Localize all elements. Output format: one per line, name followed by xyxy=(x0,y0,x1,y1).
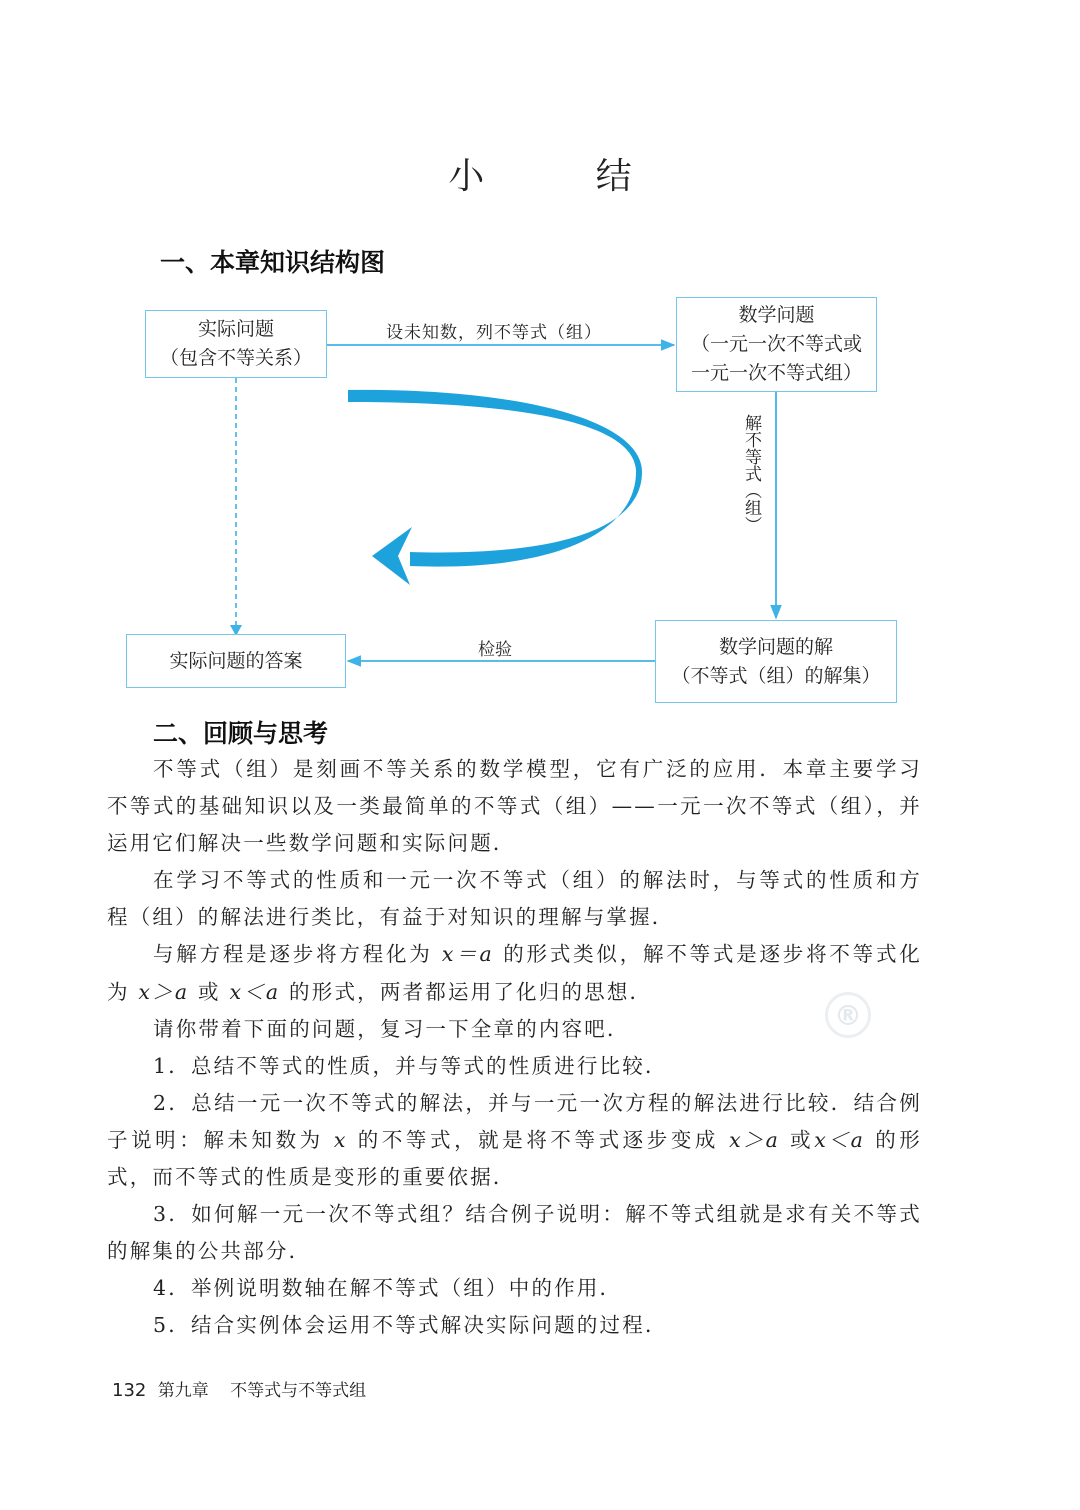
math-x: x xyxy=(333,1127,348,1152)
edge-label-check: 检验 xyxy=(478,640,512,660)
section-heading-review: 二、回顾与思考 xyxy=(153,719,329,748)
node-practical-answer xyxy=(126,634,346,688)
node-answer-label: 实际问题的答案 xyxy=(169,649,303,672)
math-x-lt-a: x＜a xyxy=(229,979,281,1004)
edge-label-solve: 解不等式（组） xyxy=(741,414,761,533)
node-math-line2: （一元一次不等式或 xyxy=(690,333,862,355)
page-title: 小 结 xyxy=(448,156,682,197)
math-x-lt-a-2: x＜a xyxy=(814,1127,866,1152)
question-3: 3．如何解一元一次不等式组？结合例子说明：解不等式组就是求有关不等式的解集的公共部分． xyxy=(107,1202,922,1264)
paragraph-analogy: 在学习不等式的性质和一元一次不等式（组）的解法时，与等式的性质和方程（组）的解法进行类比，有益于对知识的理解与掌握． xyxy=(107,868,922,930)
question-2: 2．总结一元一次不等式的解法，并与一元一次方程的解法进行比较．结合例子说明：解未知数为 x 的不等式，就是将不等式逐步变成 x＞a 或x＜a 的形式，而不等式的性质是变形的重要依据． xyxy=(107,1090,922,1190)
registered-watermark: ® xyxy=(825,992,871,1038)
paragraph-reduction: 与解方程是逐步将方程化为 x＝a 的形式类似，解不等式是逐步将不等式化为 x＞a 或 x＜a 的形式，两者都运用了化归的思想． xyxy=(107,942,922,1004)
page-footer xyxy=(112,1376,366,1401)
section-heading-structure-map: 一、本章知识结构图 xyxy=(160,248,386,277)
node-practical-problem xyxy=(145,310,327,378)
node-math-solution xyxy=(655,620,897,703)
chapter-title: 不等式与不等式组 xyxy=(230,1381,367,1401)
question-5: 5．结合实例体会运用不等式解决实际问题的过程． xyxy=(153,1313,668,1338)
math-x-gt-a-2: x＞a xyxy=(729,1127,781,1152)
node-solution-subtitle: （不等式（组）的解集） xyxy=(671,664,881,687)
math-x-gt-a: x＞a xyxy=(138,979,190,1004)
node-math-title: 数学问题 xyxy=(738,304,815,326)
edge-label-set-unknown: 设未知数，列不等式（组） xyxy=(386,323,602,343)
paragraph-intro: 不等式（组）是刻画不等关系的数学模型，它有广泛的应用．本章主要学习不等式的基础知识以及一类最简单的不等式（组）——一元一次不等式（组），并运用它们解决一些数学问题和实际问题． xyxy=(107,757,922,856)
chapter-number: 第九章 xyxy=(157,1381,209,1401)
node-solution-title: 数学问题的解 xyxy=(718,635,833,658)
cycle-curved-arrowhead xyxy=(372,527,412,585)
node-math-line3: 一元一次不等式组） xyxy=(690,362,862,384)
paragraph-prompt: 请你带着下面的问题，复习一下全章的内容吧． xyxy=(153,1016,630,1041)
question-4: 4．举例说明数轴在解不等式（组）中的作用． xyxy=(153,1276,623,1301)
node-practical-subtitle: （包含不等关系） xyxy=(159,347,312,369)
review-body xyxy=(107,751,922,1345)
cycle-curved-arrow xyxy=(348,390,642,567)
math-x-eq-a: x＝a xyxy=(441,942,494,967)
node-practical-title: 实际问题 xyxy=(197,318,274,340)
node-math-problem xyxy=(676,297,877,392)
question-1: 1．总结不等式的性质，并与等式的性质进行比较． xyxy=(153,1053,668,1078)
page-number: 132 xyxy=(112,1380,147,1401)
